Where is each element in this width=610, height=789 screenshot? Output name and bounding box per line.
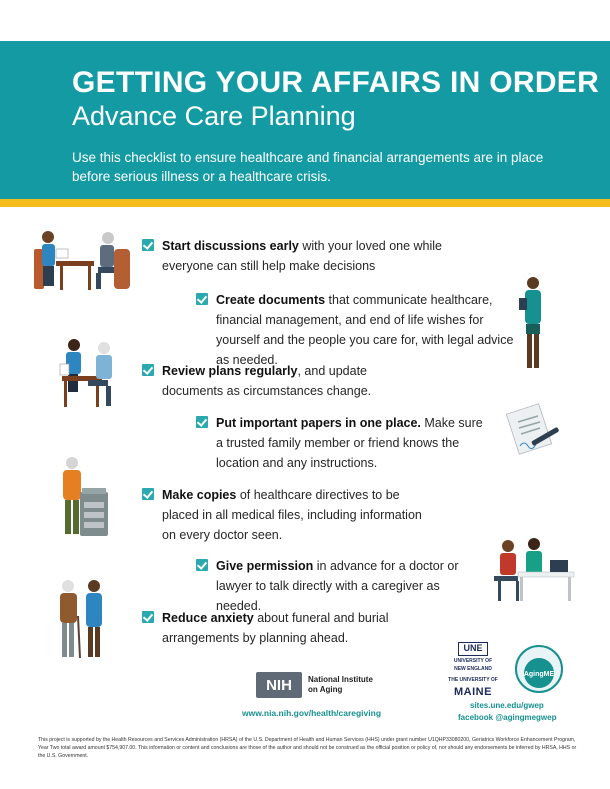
checkbox-icon [196, 416, 208, 428]
maine-logo-mark: MAINE [454, 686, 492, 698]
checkbox-icon [142, 239, 154, 251]
checklist-item-text: Start discussions early with your loved one while everyone can still help make decisions [162, 239, 443, 273]
une-gwep-link[interactable]: sites.une.edu/gwep [470, 701, 544, 710]
checklist-item-copies [142, 485, 422, 545]
review-plans-illustration [48, 336, 124, 412]
checklist-item-permission [196, 556, 466, 616]
page-title: GETTING YOUR AFFAIRS IN ORDER [72, 66, 600, 99]
agingme-logo [514, 644, 564, 694]
checkbox-icon [196, 559, 208, 571]
caregiver-elder-illustration [54, 576, 112, 662]
checklist-item-text: Give permission in advance for a doctor or lawyer to talk directly with a caregiver as needed. [216, 559, 459, 613]
checkbox-icon [142, 488, 154, 500]
checklist-item-text: Make copies of healthcare directives to be placed in all medical files, including information on every doctor seen. [162, 488, 422, 542]
checklist-item-text: Put important papers in one place. Make sure a trusted family member or friend knows the location and any instructions. [216, 416, 483, 470]
nih-institute-name: National Institute on Aging [308, 675, 373, 694]
une-logo-mark: UNE [458, 642, 488, 656]
checklist-item-text: Review plans regularly, and update documents as circumstances change. [162, 364, 372, 398]
copier-illustration [56, 454, 112, 540]
checklist-item-papers [196, 413, 486, 473]
facebook-link[interactable]: facebook @agingmegwep [458, 713, 557, 722]
woman-with-folder-illustration [516, 274, 552, 370]
checkbox-icon [142, 364, 154, 376]
checklist-item-anxiety [142, 608, 392, 648]
checkbox-icon [196, 293, 208, 305]
checklist-item-documents [196, 290, 514, 370]
svg-text:AgingME: AgingME [523, 671, 555, 678]
page-subtitle: Advance Care Planning [72, 101, 356, 131]
intro-text: Use this checklist to ensure healthcare and financial arrangements are in place before serious illness or a healthcare crisis. [72, 150, 544, 184]
nih-link[interactable]: www.nia.nih.gov/health/caregiving [242, 708, 382, 718]
checkbox-icon [142, 611, 154, 623]
nih-logo [256, 672, 373, 698]
checklist-item-text: Create documents that communicate healthcare, financial management, and end of life wishes for yourself and the people you care for, with legal advice as needed. [216, 293, 514, 367]
nih-logo-mark: NIH [256, 672, 302, 698]
documents-pen-illustration [506, 402, 562, 458]
discussion-illustration [30, 227, 134, 297]
une-maine-logo: UNE UNIVERSITY OF NEW ENGLAND THE UNIVERSITY OF MAINE [444, 642, 502, 698]
checklist-item-review [142, 361, 422, 401]
header-stripe [0, 199, 610, 207]
doctor-desk-illustration [488, 534, 578, 604]
checklist-item-discussions [142, 236, 442, 276]
checklist-item-text: Reduce anxiety about funeral and burial arrangements by planning ahead. [162, 611, 389, 645]
funding-disclaimer: This project is supported by the Health Resources and Services Administration (HRSA) of the U.S. Department of Health and Human Services (HHS) under grant number U1QHP33080200, Geriatrics Workforce Enhancement Program, Year Two total award amount $754,907.00. This information or content and conclusions are those of the author and should not be construed as the official position or policy of, nor should any endorsements be inferred by HRSA, HHS or the U.S. Government. [38, 737, 577, 759]
